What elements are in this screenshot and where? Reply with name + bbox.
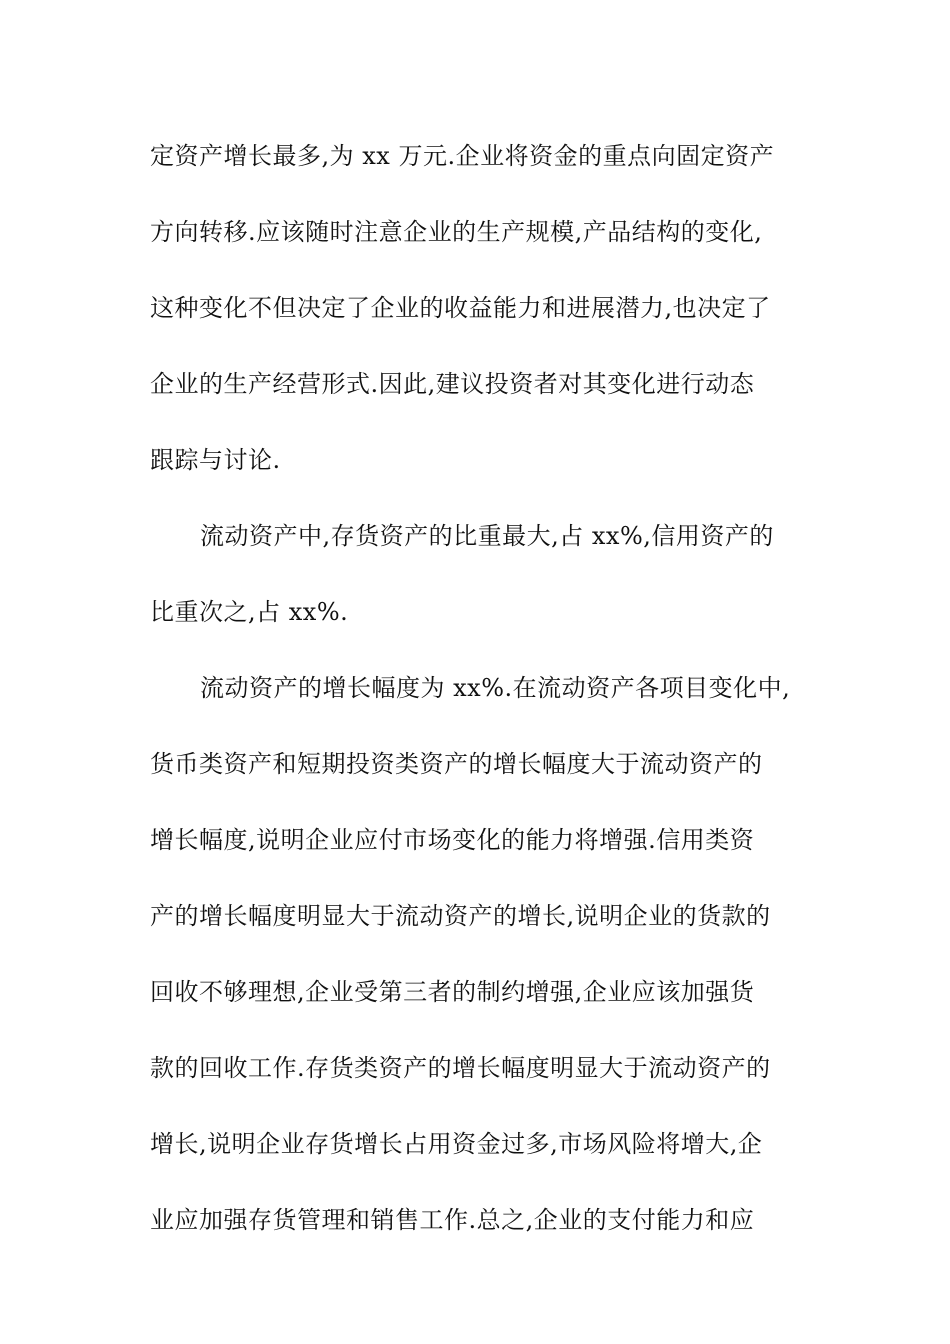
text-line: 定资产增长最多,为 xx 万元.企业将资金的重点向固定资产 (150, 142, 775, 170)
text-line: 方向转移.应该随时注意企业的生产规模,产品结构的变化, (150, 218, 763, 246)
paragraph-start-line: 流动资产的增长幅度为 xx%.在流动资产各项目变化中, (200, 674, 791, 702)
text-line: 产的增长幅度明显大于流动资产的增长,说明企业的货款的 (150, 902, 771, 930)
body-text (150, 118, 810, 1258)
text-line: 这种变化不但决定了企业的收益能力和进展潜力,也决定了 (150, 294, 771, 322)
text-line: 增长幅度,说明企业应付市场变化的能力将增强.信用类资 (150, 826, 755, 854)
paragraph-start-line: 流动资产中,存货资产的比重最大,占 xx%,信用资产的 (200, 522, 774, 550)
text-line: 款的回收工作.存货类资产的增长幅度明显大于流动资产的 (150, 1054, 771, 1082)
text-line: 企业的生产经营形式.因此,建议投资者对其变化进行动态 (150, 370, 755, 398)
text-line: 比重次之,占 xx%. (150, 598, 349, 626)
text-line: 回收不够理想,企业受第三者的制约增强,企业应该加强货 (150, 978, 755, 1006)
text-line: 货币类资产和短期投资类资产的增长幅度大于流动资产的 (150, 750, 763, 778)
text-line: 跟踪与讨论. (150, 446, 281, 474)
text-line: 业应加强存货管理和销售工作.总之,企业的支付能力和应 (150, 1206, 755, 1234)
text-line: 增长,说明企业存货增长占用资金过多,市场风险将增大,企 (150, 1130, 763, 1158)
